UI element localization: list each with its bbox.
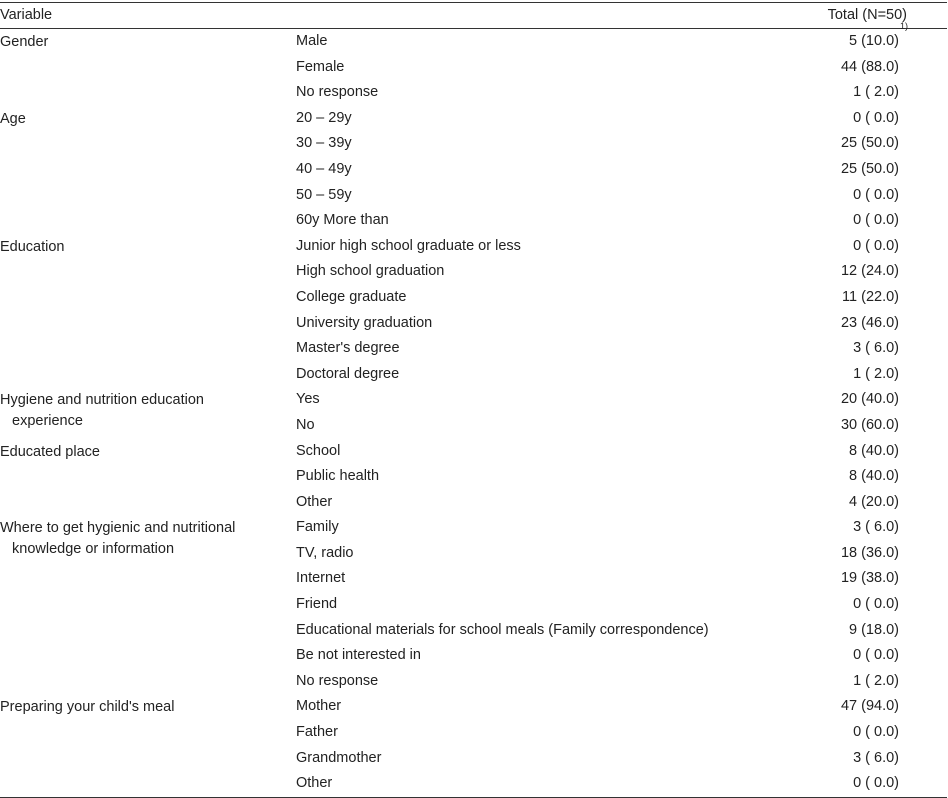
category-cell: Be not interested in	[296, 647, 421, 664]
category-cell: High school graduation	[296, 263, 445, 280]
category-cell: TV, radio	[296, 544, 354, 561]
table-row	[0, 439, 947, 465]
value-cell	[841, 541, 899, 567]
table-row	[0, 643, 947, 669]
category-cell: Internet	[296, 570, 346, 587]
category-cell: Other	[296, 775, 333, 792]
category-cell: University graduation	[296, 314, 433, 331]
category-cell: Family	[296, 519, 339, 536]
value-text: 0 ( 0.0)	[853, 237, 899, 254]
value-text: 0 ( 0.0)	[853, 775, 899, 792]
table-row	[0, 490, 947, 516]
table-row	[0, 183, 947, 209]
value-text: 0 ( 0.0)	[853, 724, 899, 741]
value-cell	[853, 106, 899, 132]
table-row	[0, 208, 947, 234]
category-cell: Doctoral degree	[296, 365, 400, 382]
table-row	[0, 55, 947, 81]
table-row	[0, 336, 947, 362]
table-row	[0, 746, 947, 772]
value-text: 18 (36.0)	[840, 544, 899, 561]
value-text: 0 ( 0.0)	[853, 212, 899, 229]
value-cell	[841, 311, 899, 337]
table-row	[0, 80, 947, 106]
value-text: 20 (40.0)	[840, 391, 899, 408]
variable-label: Education	[0, 238, 65, 255]
variable-cell	[0, 697, 280, 718]
value-cell	[853, 720, 899, 746]
value-text: 47 (94.0)	[840, 698, 899, 715]
table-row	[0, 541, 947, 567]
value-text: 8 (40.0)	[849, 442, 899, 459]
value-cell	[853, 643, 899, 669]
value-text: 4 (20.0)	[849, 493, 899, 510]
value-cell	[841, 131, 899, 157]
category-cell: No response	[296, 672, 379, 689]
value-text: 25 (50.0)	[840, 135, 899, 152]
value-text: 3 ( 6.0)	[853, 749, 899, 766]
value-text: 9 (18.0)	[849, 621, 899, 638]
table-row	[0, 21, 947, 55]
value-cell	[841, 694, 899, 720]
value-text: 0 ( 0.0)	[853, 109, 899, 126]
value-cell	[841, 566, 899, 592]
value-cell	[849, 618, 899, 644]
category-cell: No response	[296, 84, 379, 101]
category-cell: Female	[296, 58, 345, 75]
table-row	[0, 311, 947, 337]
value-cell	[841, 413, 899, 439]
table-header	[0, 3, 947, 29]
value-text: 44 (88.0)	[840, 58, 899, 75]
table-row	[0, 413, 947, 439]
header-variable: Variable	[0, 7, 53, 23]
category-cell: Male	[296, 33, 328, 49]
table-row	[0, 694, 947, 720]
table-row	[0, 285, 947, 311]
value-text: 19 (38.0)	[840, 570, 899, 587]
value-cell	[841, 55, 899, 81]
variable-label: Where to get hygienic and nutritional	[0, 520, 236, 537]
header-total: Total (N=50)	[827, 7, 907, 23]
value-cell	[853, 336, 899, 362]
table-row	[0, 259, 947, 285]
value-text: 0 ( 0.0)	[853, 186, 899, 203]
table-row	[0, 157, 947, 183]
variable-label: Age	[0, 110, 26, 127]
footnote-marker: 1)	[900, 21, 909, 31]
table-row	[0, 464, 947, 490]
variable-label: Gender	[0, 34, 49, 50]
table-row	[0, 720, 947, 746]
category-cell: Public health	[296, 468, 380, 485]
category-cell: 40 – 49y	[296, 160, 352, 177]
table-row	[0, 106, 947, 132]
value-text: 0 ( 0.0)	[853, 647, 899, 664]
demographics-table	[0, 2, 947, 798]
value-cell	[841, 259, 899, 285]
category-cell: School	[296, 442, 341, 459]
table-row	[0, 618, 947, 644]
value-text: 25 (50.0)	[840, 160, 899, 177]
category-cell: No	[296, 416, 315, 433]
category-cell: Yes	[296, 391, 320, 408]
table-row	[0, 669, 947, 695]
value-text: 8 (40.0)	[849, 468, 899, 485]
value-cell	[841, 387, 899, 413]
category-cell: Master's degree	[296, 340, 400, 357]
value-text: 5 (10.0) 1)	[849, 21, 909, 49]
category-cell: Friend	[296, 596, 338, 613]
table-row	[0, 234, 947, 260]
variable-cell	[0, 442, 280, 463]
variable-cell	[0, 237, 280, 258]
table-row	[0, 771, 947, 797]
value-cell	[853, 515, 899, 541]
variable-cell	[0, 109, 280, 130]
variable-label: Hygiene and nutrition education	[0, 392, 204, 409]
value-text: 1 ( 2.0)	[853, 365, 899, 382]
value-cell	[853, 669, 899, 695]
value-text: 1 ( 2.0)	[853, 672, 899, 689]
value-cell	[853, 234, 899, 260]
value-cell	[849, 21, 909, 55]
category-cell: Junior high school graduate or less	[296, 237, 521, 254]
table-row	[0, 131, 947, 157]
value-text: 3 ( 6.0)	[853, 340, 899, 357]
category-cell: 50 – 59y	[296, 186, 352, 203]
variable-label: Educated place	[0, 443, 100, 460]
category-cell: Grandmother	[296, 749, 382, 766]
value-cell	[853, 592, 899, 618]
variable-label-continued: knowledge or information	[12, 540, 175, 557]
category-cell: 20 – 29y	[296, 109, 352, 126]
table-row	[0, 362, 947, 388]
variable-cell	[0, 32, 280, 53]
value-text: 30 (60.0)	[840, 416, 899, 433]
category-cell: 30 – 39y	[296, 135, 352, 152]
value-cell	[853, 746, 899, 772]
variable-label: Preparing your child's meal	[0, 699, 175, 716]
value-cell	[853, 183, 899, 209]
table-row	[0, 566, 947, 592]
value-cell	[853, 771, 899, 797]
value-text: 1 ( 2.0)	[853, 84, 899, 101]
value-cell	[849, 490, 899, 516]
value-cell	[849, 464, 899, 490]
category-cell: Mother	[296, 698, 342, 715]
variable-label-continued: experience	[12, 412, 83, 429]
category-cell: Other	[296, 493, 333, 510]
value-cell	[853, 80, 899, 106]
value-text: 12 (24.0)	[840, 263, 899, 280]
value-cell	[853, 362, 899, 388]
value-cell	[849, 439, 899, 465]
category-cell: Educational materials for school meals (Family correspondence)	[296, 621, 709, 638]
category-cell: 60y More than	[296, 212, 389, 229]
value-text: 11 (22.0)	[842, 288, 899, 305]
value-text: 23 (46.0)	[840, 314, 899, 331]
value-text: 3 ( 6.0)	[853, 519, 899, 536]
value-cell	[842, 285, 899, 311]
table-body	[0, 21, 947, 797]
table-row	[0, 592, 947, 618]
value-cell	[853, 208, 899, 234]
category-cell: College graduate	[296, 288, 407, 305]
category-cell: Father	[296, 724, 338, 741]
value-text: 0 ( 0.0)	[853, 596, 899, 613]
value-cell	[841, 157, 899, 183]
